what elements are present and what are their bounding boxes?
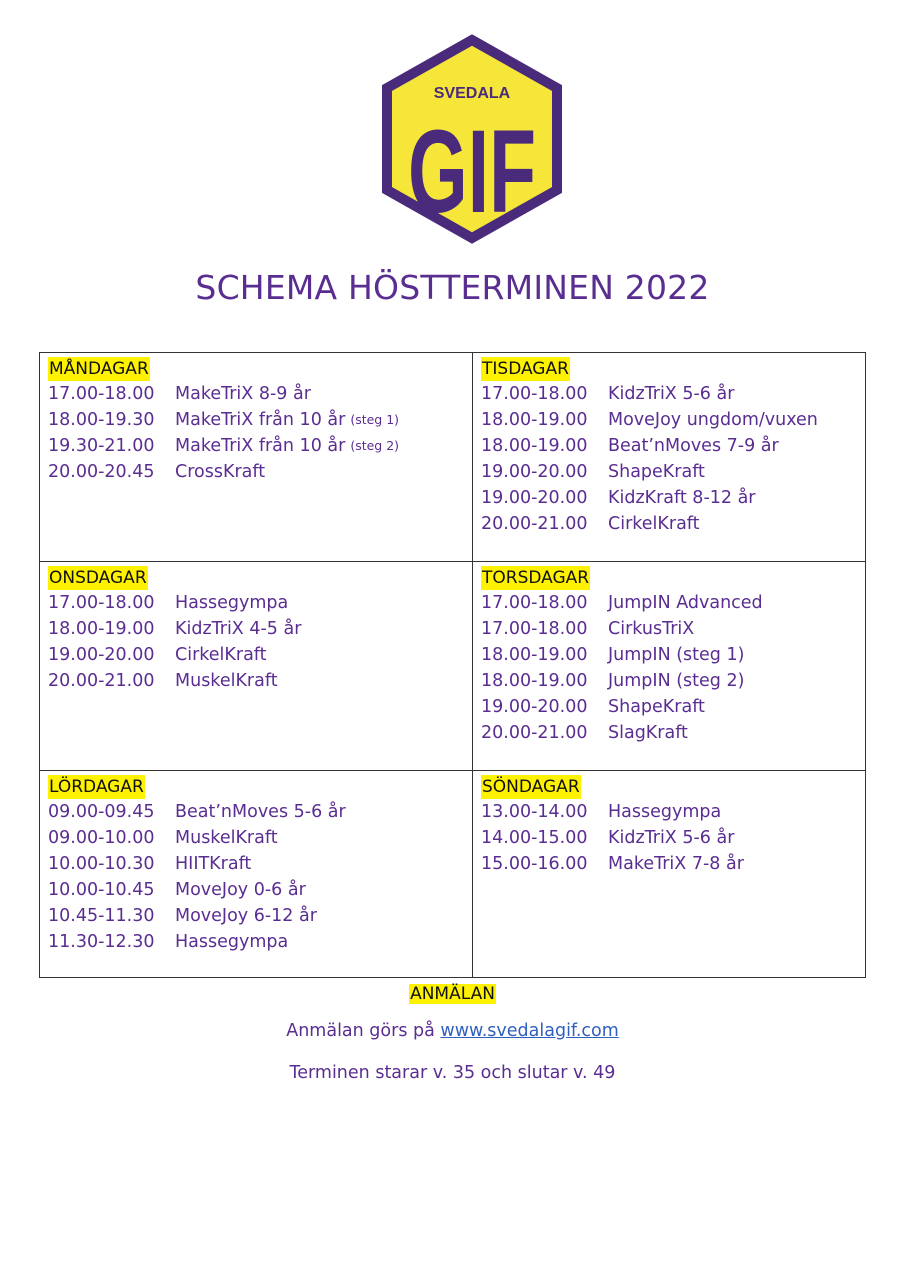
session-activity: SlagKraft xyxy=(608,723,688,743)
session-time: 17.00-18.00 xyxy=(48,384,155,404)
session-activity: MoveJoy 0-6 år xyxy=(175,880,306,900)
session-row xyxy=(48,929,464,955)
session-time: 19.00-20.00 xyxy=(481,697,588,717)
session-note: (steg 2) xyxy=(350,438,400,453)
session-activity: MakeTriX från 10 år xyxy=(175,436,346,456)
session-row xyxy=(481,694,857,720)
session-activity: Beat’nMoves 7-9 år xyxy=(608,436,779,456)
session-time: 10.00-10.30 xyxy=(48,854,155,874)
day-heading: ONSDAGAR xyxy=(49,568,147,588)
session-row xyxy=(48,459,464,485)
session-row xyxy=(481,485,857,511)
session-activity: Beat’nMoves 5-6 år xyxy=(175,802,346,822)
session-time: 20.00-21.00 xyxy=(481,723,588,743)
session-time: 17.00-18.00 xyxy=(481,384,588,404)
session-row xyxy=(481,720,857,746)
session-time: 09.00-09.45 xyxy=(48,802,155,822)
session-time: 19.00-20.00 xyxy=(481,462,588,482)
club-logo xyxy=(382,36,562,242)
session-row xyxy=(48,616,464,642)
session-activity: MuskelKraft xyxy=(175,671,278,691)
session-row xyxy=(481,590,857,616)
page-title: SCHEMA HÖSTTERMINEN 2022 xyxy=(195,268,710,307)
session-time: 11.30-12.30 xyxy=(48,932,155,952)
session-row xyxy=(481,459,857,485)
session-time: 18.00-19.00 xyxy=(481,436,588,456)
session-time: 10.00-10.45 xyxy=(48,880,155,900)
session-activity: Hassegympa xyxy=(608,802,722,822)
session-time: 10.45-11.30 xyxy=(48,906,155,926)
signup-heading xyxy=(0,982,905,1006)
session-time: 17.00-18.00 xyxy=(48,593,155,613)
session-time: 20.00-21.00 xyxy=(481,514,588,534)
day-cell xyxy=(40,562,473,771)
session-time: 18.00-19.00 xyxy=(481,410,588,430)
session-time: 17.00-18.00 xyxy=(481,593,588,613)
session-row xyxy=(48,407,464,433)
session-time: 14.00-15.00 xyxy=(481,828,588,848)
session-activity: CirkelKraft xyxy=(608,514,700,534)
session-row xyxy=(481,642,857,668)
session-activity: MakeTriX 8-9 år xyxy=(175,384,311,404)
hexagon-logo-icon xyxy=(382,36,562,242)
session-time: 15.00-16.00 xyxy=(481,854,588,874)
session-activity: HIITKraft xyxy=(175,854,252,874)
session-row xyxy=(48,825,464,851)
session-time: 19.00-20.00 xyxy=(481,488,588,508)
day-cell xyxy=(473,353,865,562)
day-cell xyxy=(40,771,473,977)
session-activity: ShapeKraft xyxy=(608,697,705,717)
session-row xyxy=(48,851,464,877)
session-time: 18.00-19.00 xyxy=(481,645,588,665)
session-row xyxy=(48,590,464,616)
day-heading: TORSDAGAR xyxy=(482,568,590,588)
session-activity: KidzKraft 8-12 år xyxy=(608,488,756,508)
session-time: 20.00-21.00 xyxy=(48,671,155,691)
session-row xyxy=(481,616,857,642)
session-activity: KidzTriX 4-5 år xyxy=(175,619,302,639)
session-time: 17.00-18.00 xyxy=(481,619,588,639)
session-row xyxy=(48,668,464,694)
session-note: (steg 1) xyxy=(350,412,400,427)
session-row xyxy=(481,433,857,459)
session-row xyxy=(481,511,857,537)
term-info: Terminen starar v. 35 och slutar v. 49 xyxy=(289,1063,616,1083)
session-activity: KidzTriX 5-6 år xyxy=(608,828,735,848)
session-time: 09.00-10.00 xyxy=(48,828,155,848)
day-heading: MÅNDAGAR xyxy=(49,359,149,379)
session-time: 19.00-20.00 xyxy=(48,645,155,665)
session-row xyxy=(48,799,464,825)
session-row xyxy=(481,381,857,407)
schedule-table xyxy=(39,352,866,978)
session-activity: CrossKraft xyxy=(175,462,266,482)
session-activity: Hassegympa xyxy=(175,932,289,952)
session-activity: MuskelKraft xyxy=(175,828,278,848)
session-activity: JumpIN Advanced xyxy=(608,593,763,613)
session-activity: JumpIN (steg 2) xyxy=(608,671,745,691)
session-row xyxy=(48,381,464,407)
session-row xyxy=(481,825,857,851)
session-row xyxy=(48,903,464,929)
session-row xyxy=(481,407,857,433)
session-activity: MakeTriX från 10 år xyxy=(175,410,346,430)
session-activity: ShapeKraft xyxy=(608,462,705,482)
day-cell xyxy=(40,353,473,562)
signup-info xyxy=(0,1021,905,1041)
signup-link[interactable]: www.svedalagif.com xyxy=(440,1021,619,1041)
day-cell xyxy=(473,562,865,771)
session-activity: JumpIN (steg 1) xyxy=(608,645,745,665)
session-time: 18.00-19.30 xyxy=(48,410,155,430)
session-time: 18.00-19.00 xyxy=(481,671,588,691)
logo-top-text: SVEDALA xyxy=(433,85,511,102)
day-heading: LÖRDAGAR xyxy=(49,777,144,797)
session-activity: CirkelKraft xyxy=(175,645,267,665)
session-row xyxy=(481,799,857,825)
session-row xyxy=(481,668,857,694)
session-time: 18.00-19.00 xyxy=(48,619,155,639)
signup-heading-text: ANMÄLAN xyxy=(410,984,495,1004)
session-row xyxy=(48,642,464,668)
session-row xyxy=(48,877,464,903)
session-activity: MakeTriX 7-8 år xyxy=(608,854,744,874)
session-activity: MoveJoy 6-12 år xyxy=(175,906,317,926)
session-row xyxy=(48,433,464,459)
session-time: 19.30-21.00 xyxy=(48,436,155,456)
day-cell xyxy=(473,771,865,977)
session-activity: CirkusTriX xyxy=(608,619,695,639)
session-activity: MoveJoy ungdom/vuxen xyxy=(608,410,818,430)
session-time: 13.00-14.00 xyxy=(481,802,588,822)
logo-main-text: GIF xyxy=(408,106,536,238)
session-activity: KidzTriX 5-6 år xyxy=(608,384,735,404)
session-activity: Hassegympa xyxy=(175,593,289,613)
day-heading: SÖNDAGAR xyxy=(482,777,580,797)
session-row xyxy=(481,851,857,877)
session-time: 20.00-20.45 xyxy=(48,462,155,482)
day-heading: TISDAGAR xyxy=(482,359,569,379)
signup-prefix: Anmälan görs på xyxy=(286,1021,441,1041)
